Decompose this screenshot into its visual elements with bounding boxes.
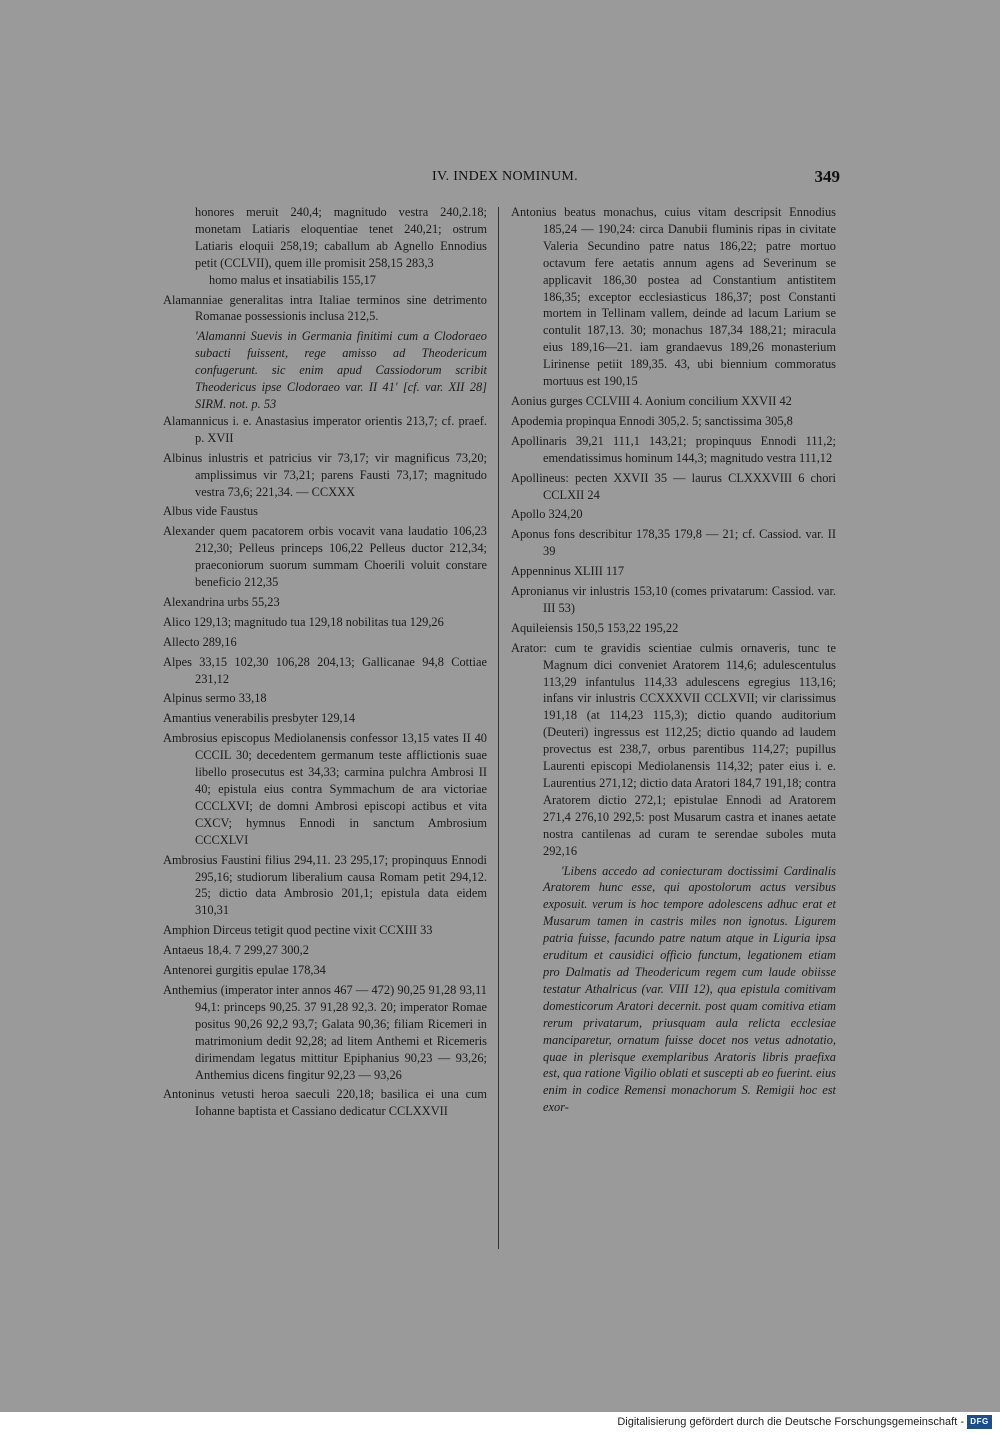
index-entry: Apollineus: pecten XXVII 35 — laurus CLXXXVIII 6 chori CCLXII 24 bbox=[511, 470, 836, 502]
index-entry: Apollinaris 39,21 111,1 143,21; propinquus Ennodi 111,2; emendatissimus hominum 144,3; magnitudo vestra 111,12 bbox=[511, 433, 836, 465]
index-entry: Amantius venerabilis presbyter 129,14 bbox=[163, 711, 356, 726]
index-entry: honores meruit 240,4; magnitudo vestra 240,2.18; monetam Latiaris eloquentiae tenet 240,21; ostrum Latiaris eloquii 258,19; caballum ab Agnello Ennodius petit (CCLVII), quem ille promisit 258,15 283,3 bbox=[195, 205, 487, 270]
index-entry: Albus vide Faustus bbox=[163, 504, 258, 519]
index-entry: Alexandrina urbs 55,23 bbox=[163, 594, 280, 609]
index-entry: Alpes 33,15 102,30 106,28 204,13; Gallicanae 94,8 Cottiae 231,12 bbox=[163, 654, 487, 686]
index-entry: Antonius beatus monachus, cuius vitam descripsit Ennodius 185,24 — 190,24: circa Danubii fluminis ripas in civitate Valeria Secundino patre natus 186,22; patre mortuo octavum fere aetatis annum agens ad Severinum se applicavit 186,30 postea ad Constantium antistitem 186,35; exceptor ecclesiasticus 186,37; post Constanti mortem in Tellinam vallem, deinde ad lacum Larium se contulit 187,13. 30; monachus 187,34 188,21; miracula eius 189,16—21. iam grandaevus 189,26 monasterium Lirinense petiit 189,35. 43, ubi biennium commoratus mortuus est 190,15 bbox=[511, 205, 836, 389]
index-entry: Aponus fons describitur 178,35 179,8 — 21; cf. Cassiod. var. II 39 bbox=[511, 527, 836, 559]
index-entry: Aonius gurges CCLVIII 4. Aonium concilium XXVII 42 bbox=[511, 393, 792, 408]
index-note: 'Libens accedo ad coniecturam doctissimi Cardinalis Aratorem hunc esse, qui apostolorum actus versibus exposuit. verum is hoc tempore adolescens adhuc erat et Musarum tamen in castris miles non ignotus. Ligurem patria fuisse, facundo patre natum atque in Liguria ipsa eruditum et causidici officio functum, legationem etiam pro Dalmatis ad Theodericum regem cum laude obiisse testatur Athalricus (var. VIII 12), qua epistula comitivam domesticorum Aratori decernit. post quam comitiva etiam rerum privatarum, priusquam aula relicta ecclesiae manciparetur, ornatum fuisse docet nos vetus adnotatio, quae in plerisque exemplaribus Aratoris libris praefixa est, qua ratione Vigilio oblati et suscepti ab eo fuerint. eius enim in codice Remensi monachorum S. Remigii hoc est exor- bbox=[543, 863, 836, 1115]
index-entry: Ambrosius episcopus Mediolanensis confessor 13,15 vates II 40 CCCIL 30; decedentem germanum teste afflictionis suae libello prosecutus est 34,33; carmina pulchra Ambrosi II 40; epistula eius contra Symmachum de ara victoriae CCCLXVI; de domni Ambrosi episcopi actibus et vita CXCV; hymnus Ennodi in sanctum Ambrosium CCCXLVI bbox=[163, 731, 487, 847]
page-number: 349 bbox=[814, 167, 840, 186]
index-entry: Alexander quem pacatorem orbis vocavit vana laudatio 106,23 212,30; Pelleus princeps 106,22 Pelleus ductor 212,34; praeconiorum suorum summam Choerili voluit constare beneficio 212,35 bbox=[163, 524, 487, 590]
index-entry: Alpinus sermo 33,18 bbox=[163, 691, 267, 706]
running-header: IV. INDEX NOMINUM. bbox=[432, 169, 578, 184]
index-entry: Apronianus vir inlustris 153,10 (comes privatarum: Cassiod. var. III 53) bbox=[511, 584, 836, 615]
index-entry: Antenorei gurgitis epulae 178,34 bbox=[163, 963, 326, 978]
index-entry: Allecto 289,16 bbox=[163, 634, 237, 649]
index-entry: Alico 129,13; magnitudo tua 129,18 nobilitas tua 129,26 bbox=[163, 614, 444, 629]
footer-bar bbox=[0, 1412, 1000, 1434]
left-column bbox=[163, 204, 487, 1123]
index-entry: Apollo 324,20 bbox=[511, 507, 583, 522]
index-entry: Ambrosius Faustini filius 294,11. 23 295,17; propinquus Ennodi 295,16; studiorum liberalium causa Romam petit 294,12. 25; dictio data Ambrosio 201,1; epistula data eidem 310,31 bbox=[163, 852, 487, 918]
index-entry: Albinus inlustris et patricius vir 73,17; vir magnificus 73,20; amplissimus vir 73,21; parens Fausti 73,17; magnitudo vestra 73,6; 221,34. — CCXXX bbox=[163, 450, 487, 499]
index-note: 'Alamanni Suevis in Germania finitimi cum a Clodoraeo subacti fuissent, rege amisso ad Theodericum confugerunt. sic enim apud Cassiodorum scribit Theodericus ipse Clodoraeo var. II 41' [cf. var. XII 28] SIRM. not. p. 53 bbox=[195, 329, 487, 411]
index-entry: Appenninus XLIII 117 bbox=[511, 564, 625, 579]
index-entry: Antaeus 18,4. 7 299,27 300,2 bbox=[163, 943, 309, 958]
index-entry: Arator: cum te gravidis scientiae culmis ornaveris, tunc te Magnum dici conveniet Aratorem 114,6; adulescentulus 113,29 infantulus 114,33 adulescens egregius 113,16; infans vir inlustris CCXXXVII CCLXVII; vir clarissimus 191,18 (at 114,23 115,3); dictio quando auditorium (Deuteri) ingressus est 112,25; dictio quando ad laudem provectus est 238,7, orbus parentibus 114,27; pupillus Laurenti episcopi Mediolanensis 114,32; pater eius i. e. Laurentius 271,12; dictio data Aratori 184,7 191,18; contra Aratorem dictio 272,1; epistulae Ennodi ad Aratorem 271,4 276,10 292,5: post Musarum castra et inanes aetate nostra cantilenas ad curam te serendae suboles muta 292,16 bbox=[511, 640, 836, 858]
column-divider bbox=[498, 207, 499, 1249]
index-entry: Antoninus vetusti heroa saeculi 220,18; basilica ei una cum Iohanne baptista et Cassiano dedicatur CCLXXVII bbox=[163, 1087, 487, 1119]
right-column bbox=[511, 204, 836, 1116]
index-entry: Anthemius (imperator inter annos 467 — 472) 90,25 91,28 93,11 94,1: princeps 90,25. 37 91,28 92,3. 20; imperator Romae positus 90,26 92,2 93,7; Galata 90,36; filiam Ricemeri in matrimonium dedit 92,28; ad litem Anthemi et Ricemeris dirimendam legatus mittitur Epiphanius 90,23 — 93,26; Anthemius dicens fingitur 92,23 — 93,26 bbox=[163, 982, 487, 1082]
index-entry: Alamanniae generalitas intra Italiae terminos sine detrimento Romanae possessionis inclusa 212,5. bbox=[163, 292, 487, 324]
index-entry: Alamannicus i. e. Anastasius imperator orientis 213,7; cf. praef. p. XVII bbox=[163, 413, 487, 445]
index-entry: Aquileiensis 150,5 153,22 195,22 bbox=[511, 620, 679, 635]
index-entry: homo malus et insatiabilis 155,17 bbox=[209, 272, 376, 287]
dfg-logo: DFG bbox=[967, 1415, 992, 1429]
index-entry: Amphion Dirceus tetigit quod pectine vixit CCXIII 33 bbox=[163, 923, 433, 938]
funding-notice: Digitalisierung gefördert durch die Deutsche Forschungsgemeinschaft - bbox=[617, 1416, 964, 1428]
index-entry: Apodemia propinqua Ennodi 305,2. 5; sanctissima 305,8 bbox=[511, 413, 793, 428]
